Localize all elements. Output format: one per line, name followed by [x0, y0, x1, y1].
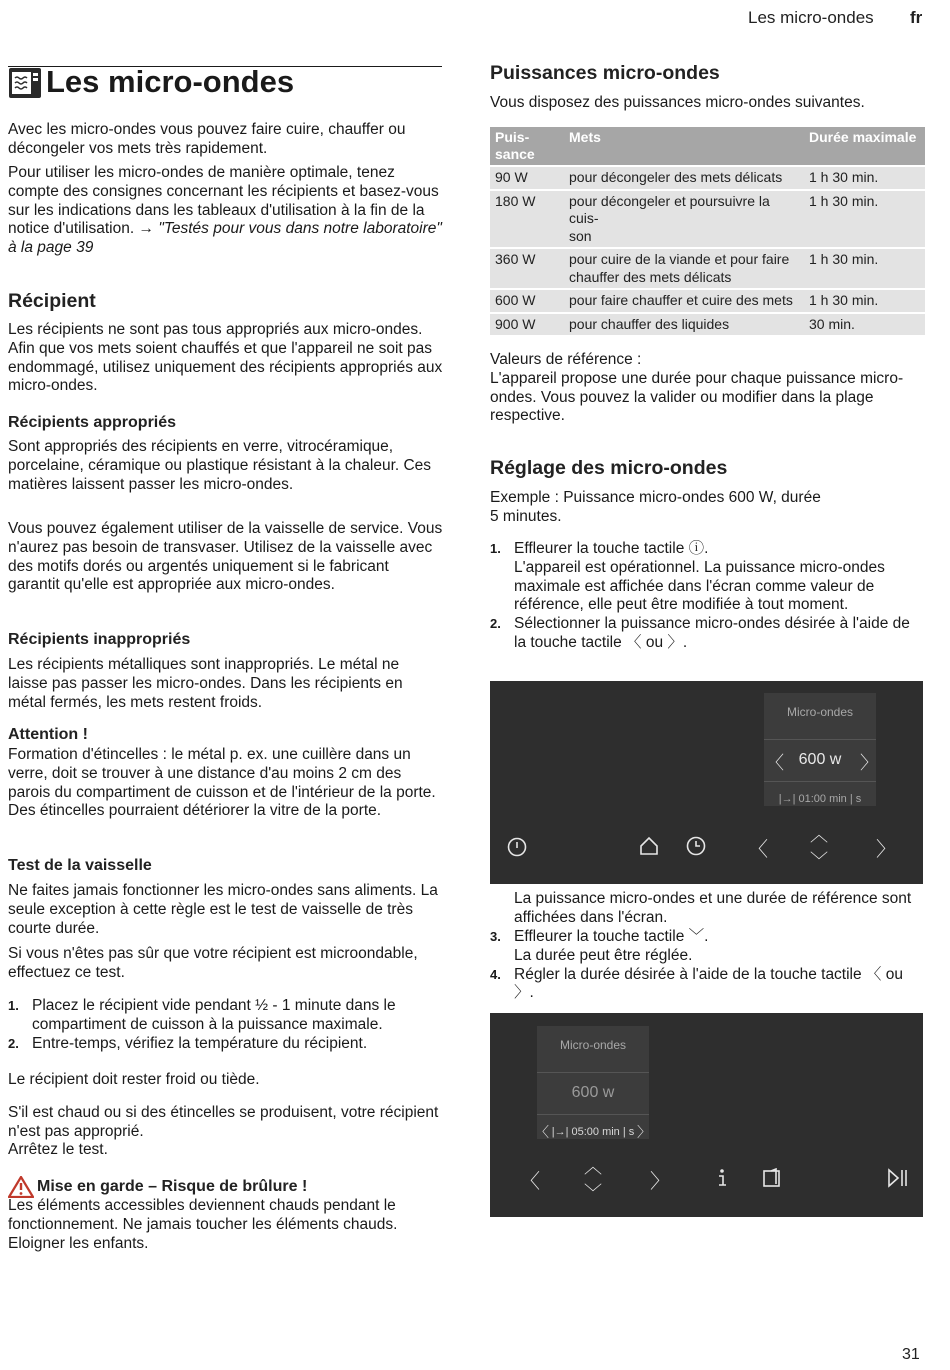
chevron-left-icon[interactable]: 〈 [535, 1124, 549, 1140]
home-icon[interactable] [639, 836, 659, 861]
appropriate-text-1: Sont appropriés des récipients en verre, vitrocéramique, porcelaine, céramique ou plastique résistant à la chaleur. Ces matières laissent passer les micro-ondes. [8, 438, 432, 493]
table-cell: 900 W [490, 314, 564, 336]
chevron-up-icon[interactable]: ︿ [810, 825, 828, 845]
warning-text: Les éléments accessibles deviennent chauds pendant le fonctionnement. Ne jamais toucher les éléments chauds. Eloigner les enfants. [8, 1197, 398, 1252]
table-cell: 30 min. [804, 314, 925, 336]
header-lang: fr [910, 8, 923, 27]
table-cell: pour cuire de la viande et pour faire chauffer des mets délicats [564, 249, 804, 288]
table-cell: 600 W [490, 290, 564, 312]
power-on-icon[interactable] [507, 837, 527, 862]
if-hot-text: S'il est chaud ou si des étincelles se produisent, votre récipient n'est pas approprié. [8, 1104, 439, 1140]
table-cell: 180 W [490, 191, 564, 248]
setting-steps-a [490, 540, 925, 653]
chevron-left-icon[interactable]: 〈 [766, 753, 784, 773]
table-row [490, 167, 925, 189]
warning-triangle-icon [8, 1176, 34, 1198]
attention-text: Formation d'étincelles : le métal p. ex. une cuillère dans un verre, doit se trouver à une distance d'au moins 2 cm des parois du compartiment de cuisson et de l'intérieur de la porte. Des étincelles pourraient détériorer la vitre de la porte. [8, 746, 436, 820]
mode-label: Micro-ondes [786, 705, 854, 719]
table-cell: pour chauffer des liquides [564, 314, 804, 336]
table-cell: pour décongeler des mets délicats [564, 167, 804, 189]
chevron-left-icon[interactable]: 〈 [748, 839, 768, 861]
table-header-row [490, 127, 925, 165]
power-intro: Vous disposez des puissances micro-ondes suivantes. [490, 94, 865, 111]
table-cell: pour décongeler et poursuivre la cuis- son [564, 191, 804, 248]
duration-value: |→| 01:00 min | s [778, 793, 862, 805]
setting-steps-b [490, 928, 925, 1003]
display-screen [764, 693, 876, 806]
list-item: 4. Régler la durée désirée à l'aide de la touche tactile 〈 ou 〉. [490, 965, 903, 1002]
power-table [490, 125, 925, 337]
clock-icon[interactable] [686, 836, 706, 861]
recipient-text: Les récipients ne sont pas tous appropriés aux micro-ondes. Afin que vos mets soient chauffés et que l'appareil ne soit pas endommagé, utilisez uniquement des récipients appropriés aux micro-ondes. [8, 321, 443, 395]
setting-heading: Réglage des micro-ondes [490, 457, 728, 479]
test-text-1: Ne faites jamais fonctionner les micro-ondes sans aliments. La seule exception à cette règle est le test de vaisselle de très courte durée. [8, 882, 438, 937]
table-cell: pour faire chauffer et cuire des mets [564, 290, 804, 312]
microwave-icon [8, 66, 42, 100]
table-cell: 360 W [490, 249, 564, 288]
inappropriate-text: Les récipients métalliques sont inappropriés. Le métal ne laisse pas passer les micro-ondes. Dans les récipients en métal fermés, les mets restent froids. [8, 656, 403, 711]
inappropriate-heading: Récipients inappropriés [8, 631, 191, 648]
list-item: 2. Sélectionner la puissance micro-ondes désirée à l'aide de la touche tactile 〈 ou 〉. [490, 615, 910, 651]
list-item: 2. Entre-temps, vérifiez la température du récipient. [8, 1034, 368, 1052]
table-cell: 1 h 30 min. [804, 191, 925, 248]
list-item: 1. Placez le récipient vide pendant ½ - 1 minute dans le compartiment de cuisson à la puissance maximale. [8, 997, 396, 1033]
table-row [490, 191, 925, 248]
control-panel-1 [490, 681, 923, 884]
appropriate-text-2: Vous pouvez également utiliser de la vaisselle de service. Vous n'aurez pas besoin de transvaser. Utilisez de la vaisselle avec des motifs dorés ou argentés uniquement si le fabricant garantit qu'elle est appropriée aux micro-ondes. [8, 520, 443, 594]
chevron-right-icon[interactable]: 〉 [650, 1171, 670, 1193]
cooking-compartment-icon[interactable] [762, 1168, 782, 1193]
mode-label: Micro-ondes [559, 1038, 627, 1052]
intro-text: Avec les micro-ondes vous pouvez faire cuire, chauffer ou décongeler vos mets très rapidement. [8, 121, 406, 157]
chevron-up-icon[interactable]: ︿ [584, 1157, 602, 1177]
usage-paragraph [8, 164, 443, 258]
power-value: 600 w [571, 1084, 615, 1101]
chevron-right-icon[interactable]: 〉 [876, 839, 896, 861]
control-panel-2 [490, 1013, 923, 1217]
table-row [490, 290, 925, 312]
chevron-down-icon[interactable]: ﹀ [810, 851, 828, 871]
column-header: Mets [564, 127, 804, 165]
usage-text: Pour utiliser les micro-ondes de manière optimale, tenez compte des consignes concernant les récipients et basez-vous sur les indications dans les tableaux d'utilisation à la fin de la notice d'utilisation. [8, 164, 439, 238]
start-pause-icon[interactable] [887, 1168, 909, 1193]
page-title: Les micro-ondes [46, 64, 295, 99]
page-reference-link[interactable]: "Testés pour vous dans notre laboratoire" à la page 39 [8, 220, 442, 257]
power-value: 600 w [798, 751, 842, 768]
chevron-right-icon[interactable]: 〉 [860, 753, 878, 773]
info-icon[interactable] [716, 1168, 728, 1193]
column-header: Durée maximale [804, 127, 925, 165]
appropriate-heading: Récipients appropriés [8, 414, 177, 431]
table-cell: 1 h 30 min. [804, 290, 925, 312]
table-cell: 1 h 30 min. [804, 167, 925, 189]
reference-values-text: Valeurs de référence : L'appareil propose une durée pour chaque puissance micro-ondes. Vous pouvez la valider ou modifier dans la plage respective. [490, 351, 904, 425]
table-cell: 1 h 30 min. [804, 249, 925, 288]
test-steps [8, 997, 443, 1053]
display-screen [537, 1026, 649, 1139]
page-number: 31 [902, 1346, 920, 1363]
warning-heading: Mise en garde – Risque de brûlure ! [37, 1178, 308, 1195]
after-panel-text: La puissance micro-ondes et une durée de référence sont affichées dans l'écran. [514, 890, 912, 926]
stop-test-text: Arrêtez le test. [8, 1141, 108, 1158]
example-text: Exemple : Puissance micro-ondes 600 W, durée 5 minutes. [490, 489, 821, 525]
chevron-down-icon[interactable]: ﹀ [584, 1183, 602, 1203]
header-section: Les micro-ondes [748, 8, 874, 27]
table-row [490, 249, 925, 288]
attention-heading: Attention ! [8, 726, 88, 743]
chevron-left-icon[interactable]: 〈 [520, 1171, 540, 1193]
list-item: 1. Effleurer la touche tactile ⓘ. L'appareil est opérationnel. La puissance micro-ondes maximale est affichée dans l'écran comme valeur de référence, elle peut être modifiée à tout moment. [490, 540, 885, 614]
table-row [490, 314, 925, 336]
list-item: 3. Effleurer la touche tactile ﹀. La durée peut être réglée. [490, 928, 709, 964]
power-heading: Puissances micro-ondes [490, 62, 720, 84]
recipient-heading: Récipient [8, 290, 96, 312]
duration-value: |→| 05:00 min | s [551, 1126, 635, 1138]
test-heading: Test de la vaisselle [8, 857, 152, 874]
test-text-2: Si vous n'êtes pas sûr que votre récipient est microondable, effectuez ce test. [8, 945, 418, 981]
chevron-right-icon[interactable]: 〉 [637, 1124, 651, 1140]
table-cell: 90 W [490, 167, 564, 189]
result-text: Le récipient doit rester froid ou tiède. [8, 1071, 260, 1088]
column-header: Puis- sance [490, 127, 564, 165]
arrow-icon: → [138, 220, 154, 238]
